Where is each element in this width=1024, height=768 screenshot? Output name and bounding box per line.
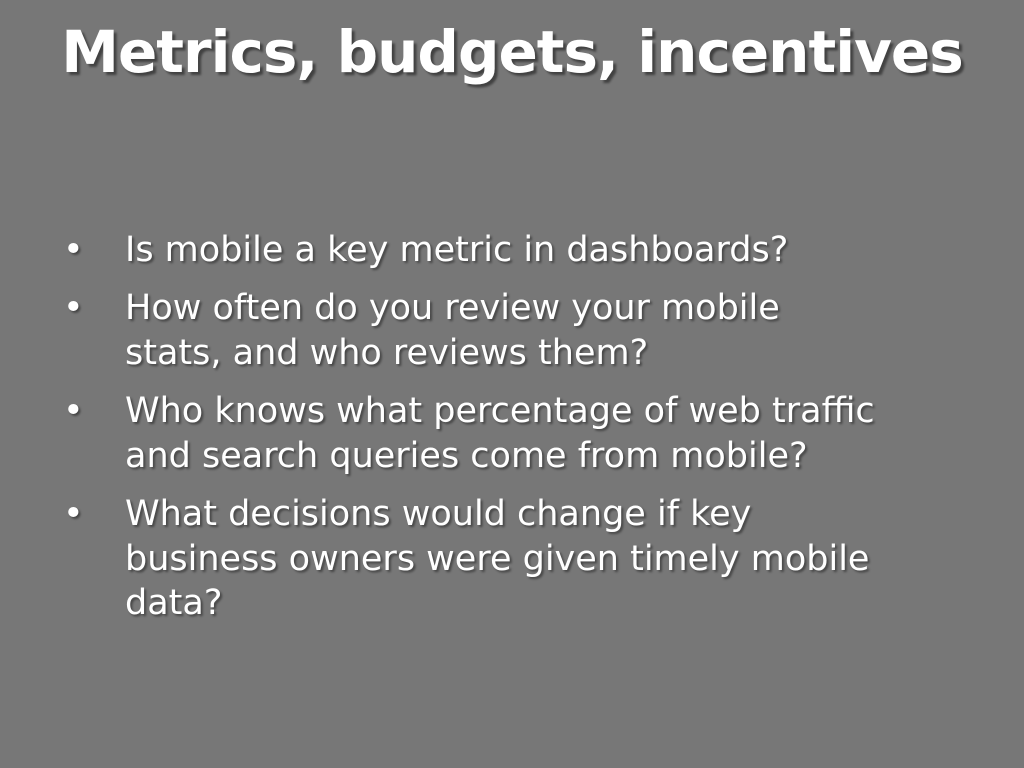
list-item [55,492,885,625]
list-item [55,228,885,272]
bullet-point-icon: • [63,288,84,329]
list-item-text: Is mobile a key metric in dashboards? [125,230,789,270]
page-title: Metrics, budgets, incentives [61,18,963,86]
list-item-text: Who knows what percentage of web traffic and search queries come from mobile? [125,391,875,476]
bullet-point-icon: • [63,494,84,535]
list-item [55,389,885,478]
bullet-point-icon: • [63,230,84,270]
bullet-list [55,228,985,640]
list-item [55,286,885,375]
bullet-point-icon: • [63,391,84,432]
list-item-text: What decisions would change if key business owners were given timely mobile data? [125,494,870,624]
list-item-text: How often do you review your mobile stats, and who reviews them? [125,288,780,373]
